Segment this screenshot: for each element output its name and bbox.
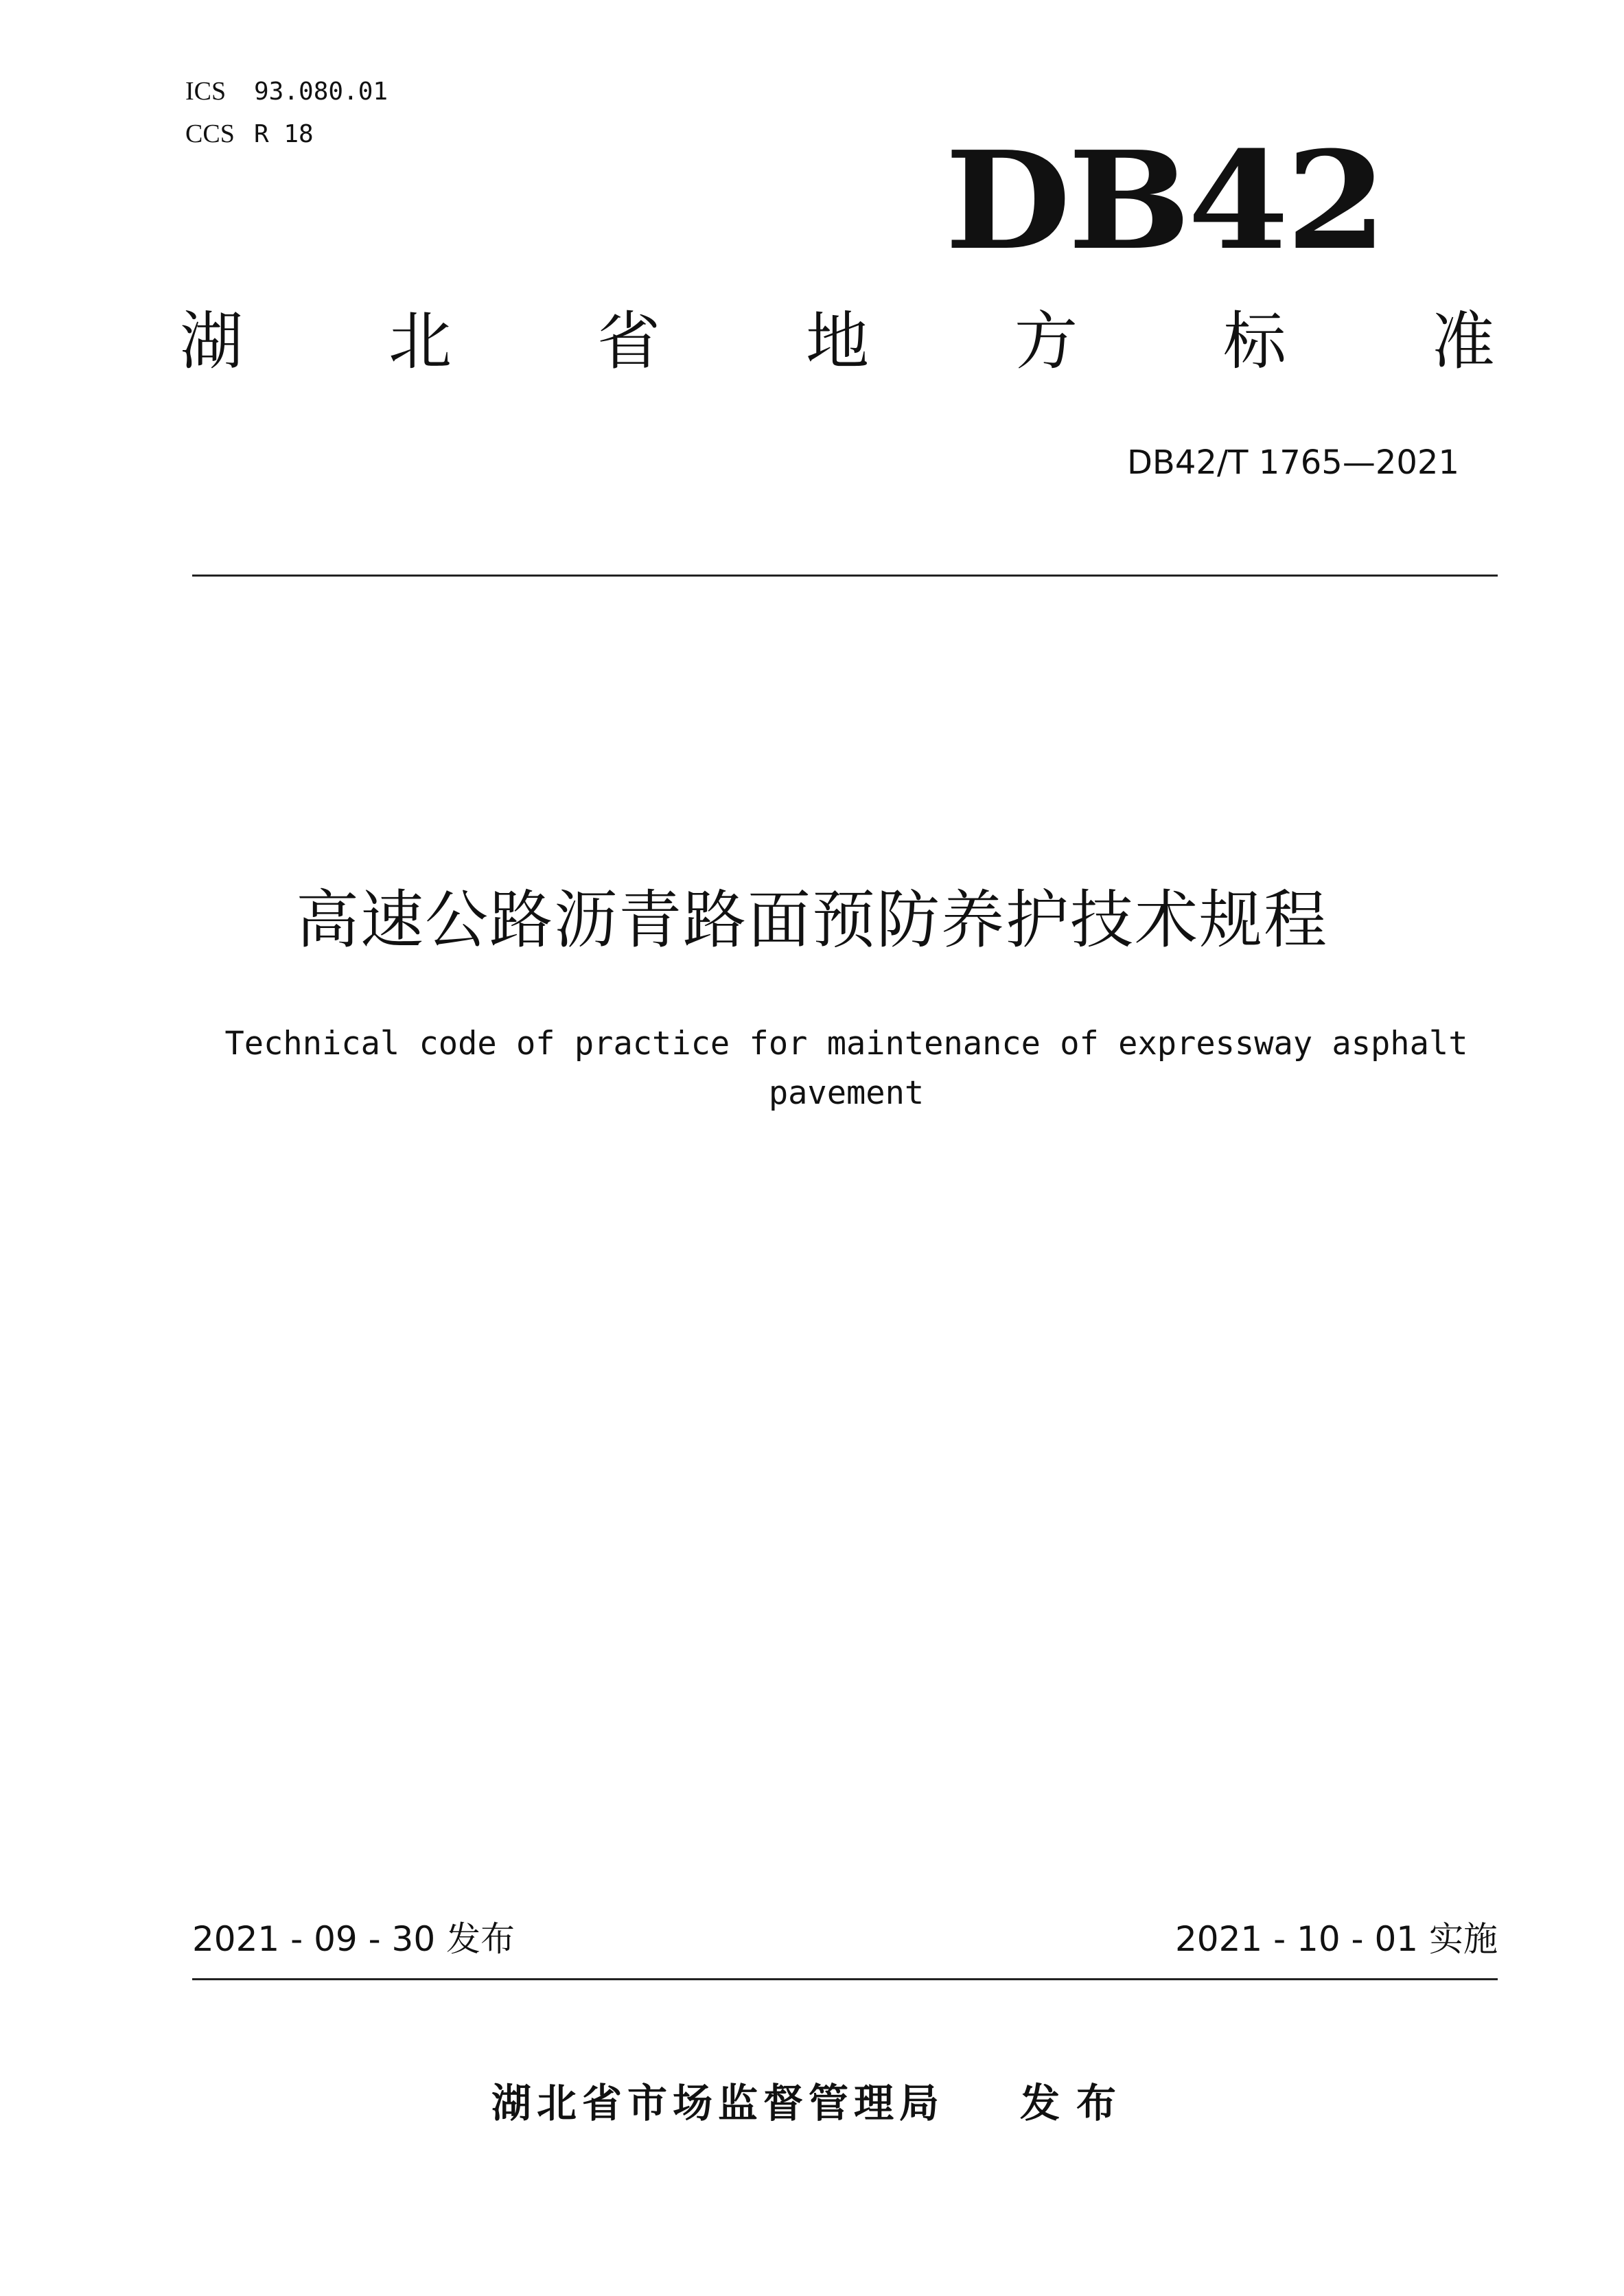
title-english-line-1: Technical code of practice for maintenance of expressway asphalt	[224, 1025, 1468, 1063]
standard-number: DB42/T 1765—2021	[1126, 443, 1459, 482]
standard-type-char: 标	[1222, 305, 1286, 378]
issuer-action: 发布	[1020, 2080, 1133, 2126]
ccs-value: R 18	[254, 120, 314, 148]
standard-type-heading	[180, 305, 1495, 378]
ics-label: ICS	[185, 77, 227, 106]
ics-value: 93.080.01	[254, 78, 388, 106]
title-english	[206, 1019, 1487, 1118]
issuer-name: 湖北省市场监督管理局	[491, 2080, 944, 2126]
title-english-line-2: pavement	[768, 1074, 925, 1112]
issuer	[0, 2080, 1624, 2126]
standard-logo: DB42	[944, 122, 1384, 280]
title-chinese: 高速公路沥青路面预防养护技术规程	[295, 883, 1328, 957]
standard-type-char: 北	[388, 305, 452, 378]
top-divider	[192, 575, 1498, 577]
ccs-code	[185, 121, 314, 147]
ics-code	[185, 78, 388, 104]
standard-type-char: 省	[596, 305, 660, 378]
standard-type-char: 准	[1431, 305, 1495, 378]
bottom-divider	[192, 1978, 1498, 1980]
standard-type-char: 湖	[180, 305, 244, 378]
standard-type-char: 地	[805, 305, 869, 378]
issue-date: 2021 - 09 - 30 发布	[192, 1919, 515, 1959]
standard-type-char: 方	[1014, 305, 1078, 378]
implementation-date: 2021 - 10 - 01 实施	[1174, 1919, 1498, 1959]
ccs-label: CCS	[185, 119, 235, 148]
